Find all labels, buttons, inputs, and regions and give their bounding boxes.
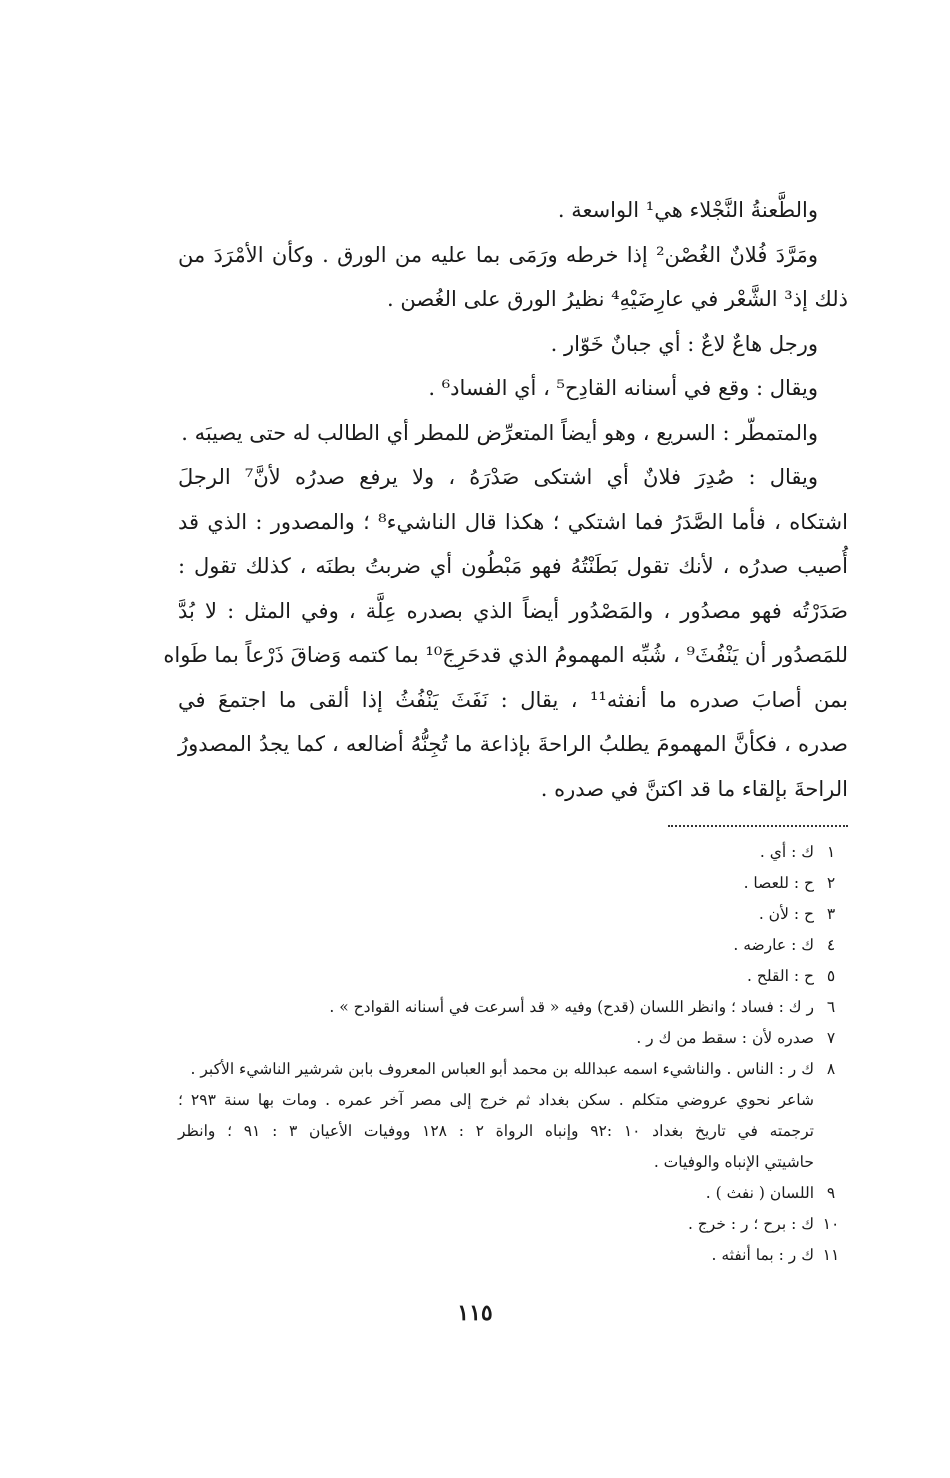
footnote-number: ٧ — [826, 1029, 836, 1047]
footnote-text: ك ر : بما أنفثه . — [711, 1246, 814, 1264]
footnote-text: ح : القلح . — [747, 967, 814, 985]
footnote-text: ك ر : الناس . والناشيء اسمه عبدالله بن محمد أبو العباس المعروف بابن شرشير الناشيء الأكبر . — [190, 1060, 814, 1078]
footnote — [178, 1209, 848, 1240]
body-line: بمن أصابَ صدره ما أنفثه¹¹ ، يقال : نَفَثَ يَنْفُثُ إذا ألقى ما اجتمعَ في — [178, 687, 848, 712]
page-number: ١١٥ — [457, 1300, 493, 1326]
footnote-text: صدره لأن : سقط من ك ر . — [636, 1029, 814, 1047]
footnote-number: ١٠ — [822, 1215, 840, 1233]
footnote — [178, 868, 848, 899]
body-line: ومَرَّدَ فُلانٌ الغُصْن² إذا خرطه ورَمَى بما عليه من الورق . وكأن الأمْرَدَ من — [178, 242, 818, 267]
footnote-text: ح : لأن . — [758, 905, 814, 923]
body-line: ورجل هاعٌ لاعٌ : أي جبانٌ خَوّار . — [550, 331, 818, 356]
footnote — [178, 837, 848, 868]
footnote-continuation: ترجمته في تاريخ بغداد ١٠ :٩٢ وإنباه الرواة ٢ : ١٢٨ ووفيات الأعيان ٣ : ٩١ ؛ وانظر — [178, 1122, 814, 1140]
body-line: والطَّعنةُ النَّجْلاء هي¹ الواسعة . — [557, 198, 818, 222]
footnote — [178, 899, 848, 930]
body-line: ويقال : صُدِرَ فلانٌ أي اشتكى صَدْرَهُ ، ولا يرفع صدرُه لأنَّ⁷ الرجلَ — [178, 465, 818, 489]
footnote-number: ٢ — [826, 874, 836, 892]
footnote-number: ٥ — [826, 967, 836, 985]
footnote-number: ١ — [826, 843, 836, 861]
footnote-number: ٣ — [826, 905, 836, 923]
footnote-text: ك : أي . — [759, 843, 814, 861]
body-line: أُصيب صدرُه ، لأنك تقول بَطَنْتُهُ فهو مَبْطُون أي ضربتُ بطنَه ، كذلك تقول : — [178, 554, 848, 578]
footnote-number: ٨ — [826, 1060, 836, 1078]
page-content — [163, 188, 848, 1271]
footnote-separator — [668, 825, 848, 827]
body-text — [163, 188, 848, 811]
footnote — [178, 930, 848, 961]
footnote-number: ٩ — [826, 1184, 836, 1202]
footnote-text: ك : برح ؛ ر : خرج . — [687, 1215, 814, 1233]
footnote — [178, 1240, 848, 1271]
body-line: اشتكاه ، فأما الصَّدَرُ فما اشتكي ؛ هكذا قال الناشيء⁸ ؛ والمصدور : الذي قد — [178, 509, 848, 534]
footnote-number: ١١ — [822, 1246, 840, 1264]
footnote — [178, 961, 848, 992]
footnote-number: ٤ — [826, 936, 836, 954]
footnote — [178, 1023, 848, 1054]
footnote-number: ٦ — [826, 998, 836, 1016]
body-line: ويقال : وقع في أسنانه القادِح⁵ ، أي الفساد⁶ . — [428, 376, 818, 400]
body-line: صدره ، فكأنَّ المهمومَ يطلبُ الراحةَ بإذاعة ما تُجِنُّهُ أضالعه ، كما يجدُ المصدورُ — [178, 732, 848, 756]
body-line: للمَصدُور أن يَنْفُثَ⁹ ، شُبِّه المهمومُ الذي قدحَرِجَ¹⁰ بما كتمه وَضاقَ ذَرْعاً بما طَواه — [163, 643, 848, 667]
footnote-continuation: حاشيتي الإنباه والوفيات . — [653, 1153, 814, 1171]
footnote-text: ك : عارضه . — [733, 936, 814, 954]
body-line: ذلك إذ³ الشَّعْر في عارِضَيْهِ⁴ نظيرُ الورق على الغُصن . — [386, 287, 848, 311]
footnote-text: ح : للعصا . — [743, 874, 814, 892]
footnotes — [178, 837, 848, 1271]
body-line: صَدَرْتُه فهو مصدُور ، والمَصْدُور أيضاً الذي بصدره عِلَّة ، وفي المثل : لا بُدَّ — [178, 598, 848, 623]
footnote-text: اللسان ( نفث ) . — [705, 1184, 814, 1202]
footnote — [178, 1054, 848, 1085]
footnote-continuation: شاعر نحوي عروضي متكلم . سكن بغداد ثم خرج إلى مصر آخر عمره . ومات بها سنة ٢٩٣ ؛ — [178, 1091, 814, 1109]
footnote — [178, 992, 848, 1023]
body-line: والمتمطّر : السريع ، وهو أيضاً المتعرِّض للمطر أي الطالب له حتى يصيبَه . — [181, 420, 818, 445]
footnote — [178, 1178, 848, 1209]
body-line: الراحةَ بإلقاء ما قد اكتنَّ في صدره . — [540, 776, 848, 801]
footnote-text: ر ك : فساد ؛ وانظر اللسان (قدح) وفيه « قد أسرعت في أسنانه القوادح » . — [329, 998, 814, 1016]
